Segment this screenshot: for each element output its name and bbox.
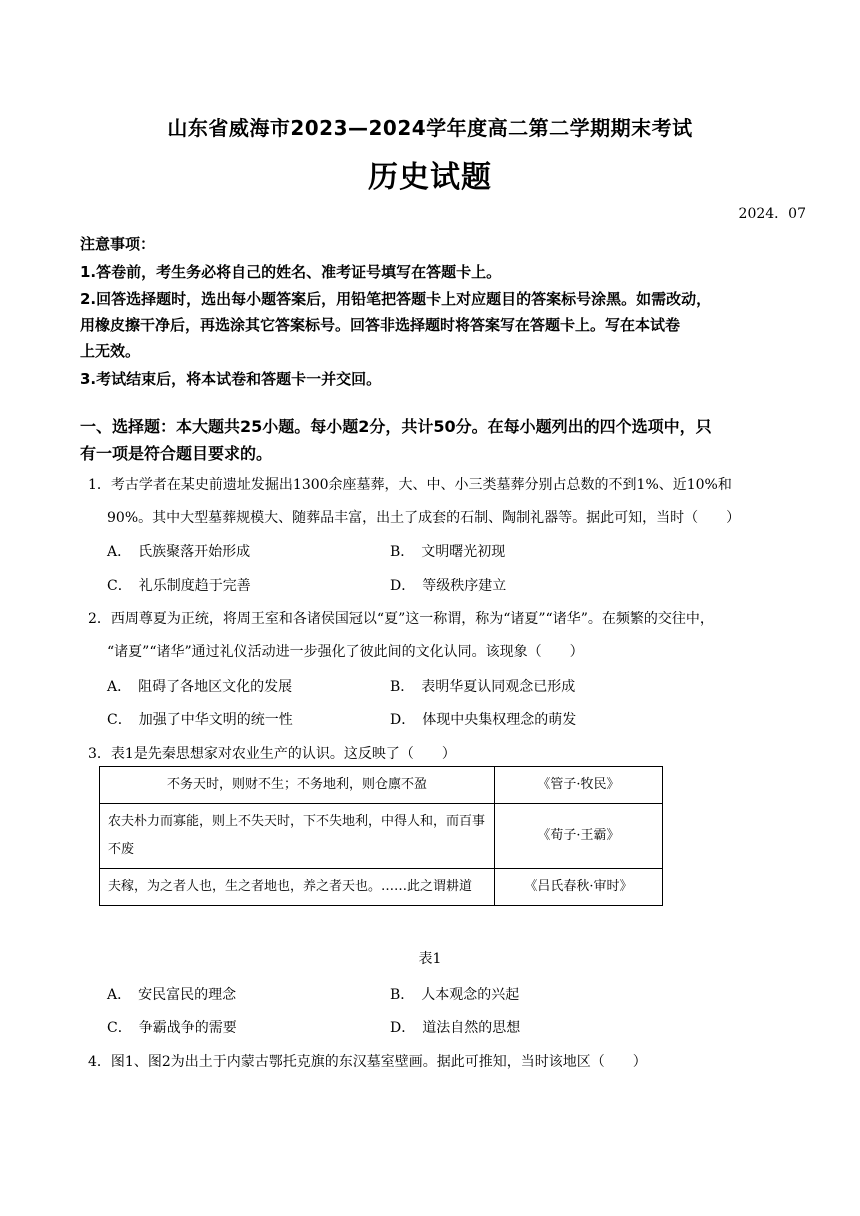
table-row — [100, 767, 663, 804]
notes-heading: 注意事项： — [80, 235, 156, 253]
exam-date: 2024．07 — [738, 206, 806, 222]
q2-option-d: D． 体现中央集权理念的萌发 — [390, 712, 577, 728]
section-heading-line-b: 有一项是符合题目要求的。 — [80, 444, 273, 463]
note-2-line-b: 用橡皮擦干净后，再选涂其它答案标号。回答非选择题时将答案写在答题卡上。写在本试卷 — [80, 316, 681, 334]
table-row — [100, 804, 663, 869]
note-3: 3.考试结束后，将本试卷和答题卡一并交回。 — [80, 370, 382, 388]
q2-option-c: C． 加强了中华文明的统一性 — [107, 712, 293, 728]
q4-stem: 4．图1、图2为出土于内蒙古鄂托克旗的东汉墓室壁画。据此可推知，当时该地区（ ） — [88, 1054, 647, 1070]
table-caption: 表1 — [418, 951, 442, 967]
table-cell-quote: 不务天时，则财不生；不务地利，则仓廪不盈 — [100, 767, 495, 804]
table-cell-quote: 农夫朴力而寡能，则上不失天时，下不失地利，中得人和，而百事不废 — [100, 804, 495, 869]
q3-option-c: C． 争霸战争的需要 — [107, 1020, 237, 1036]
table-cell-source: 《吕氏春秋·审时》 — [495, 869, 663, 906]
q1-option-a: A． 氏族聚落开始形成 — [107, 544, 251, 560]
table-cell-source: 《荀子·王霸》 — [495, 804, 663, 869]
table-1 — [99, 766, 663, 906]
q2-stem-line-a: 2．西周尊夏为正统，将周王室和各诸侯国冠以“夏”这一称谓，称为“诸夏”“诸华”。在频繁的交往中， — [88, 611, 714, 627]
subject-title: 历史试题 — [368, 160, 492, 195]
q1-option-d: D． 等级秩序建立 — [390, 578, 507, 594]
q1-option-c: C． 礼乐制度趋于完善 — [107, 578, 251, 594]
note-2-line-c: 上无效。 — [80, 342, 141, 360]
table-cell-quote: 夫稼，为之者人也，生之者地也，养之者天也。……此之谓耕道 — [100, 869, 495, 906]
section-heading-line-a: 一、选择题：本大题共25小题。每小题2分，共计50分。在每小题列出的四个选项中，只 — [80, 417, 712, 436]
note-1: 1.答卷前，考生务必将自己的姓名、准考证号填写在答题卡上。 — [80, 263, 502, 281]
q3-stem: 3．表1是先秦思想家对农业生产的认识。这反映了（ ） — [88, 746, 456, 762]
q3-option-d: D． 道法自然的思想 — [390, 1020, 521, 1036]
note-2-line-a: 2.回答选择题时，选出每小题答案后，用铅笔把答题卡上对应题目的答案标号涂黑。如需改动， — [80, 290, 712, 308]
q1-stem-line-b: 90%。其中大型墓葬规模大、随葬品丰富，出土了成套的石制、陶制礼器等。据此可知，当时（ ） — [107, 510, 741, 526]
exam-title: 山东省威海市2023—2024学年度高二第二学期期末考试 — [167, 116, 693, 140]
q2-stem-line-b: “诸夏”“诸华”通过礼仪活动进一步强化了彼此间的文化认同。该现象（ ） — [107, 644, 584, 660]
q2-option-b: B． 表明华夏认同观念已形成 — [390, 679, 576, 695]
q2-option-a: A． 阻碍了各地区文化的发展 — [107, 679, 293, 695]
q1-stem-line-a: 1．考古学者在某史前遗址发掘出1300余座墓葬，大、中、小三类墓葬分别占总数的不到1%、近10%和 — [88, 477, 732, 493]
table-row — [100, 869, 663, 906]
table-cell-source: 《管子·牧民》 — [495, 767, 663, 804]
q1-option-b: B． 文明曙光初现 — [390, 544, 506, 560]
q3-option-b: B． 人本观念的兴起 — [390, 987, 520, 1003]
q3-option-a: A． 安民富民的理念 — [107, 987, 237, 1003]
